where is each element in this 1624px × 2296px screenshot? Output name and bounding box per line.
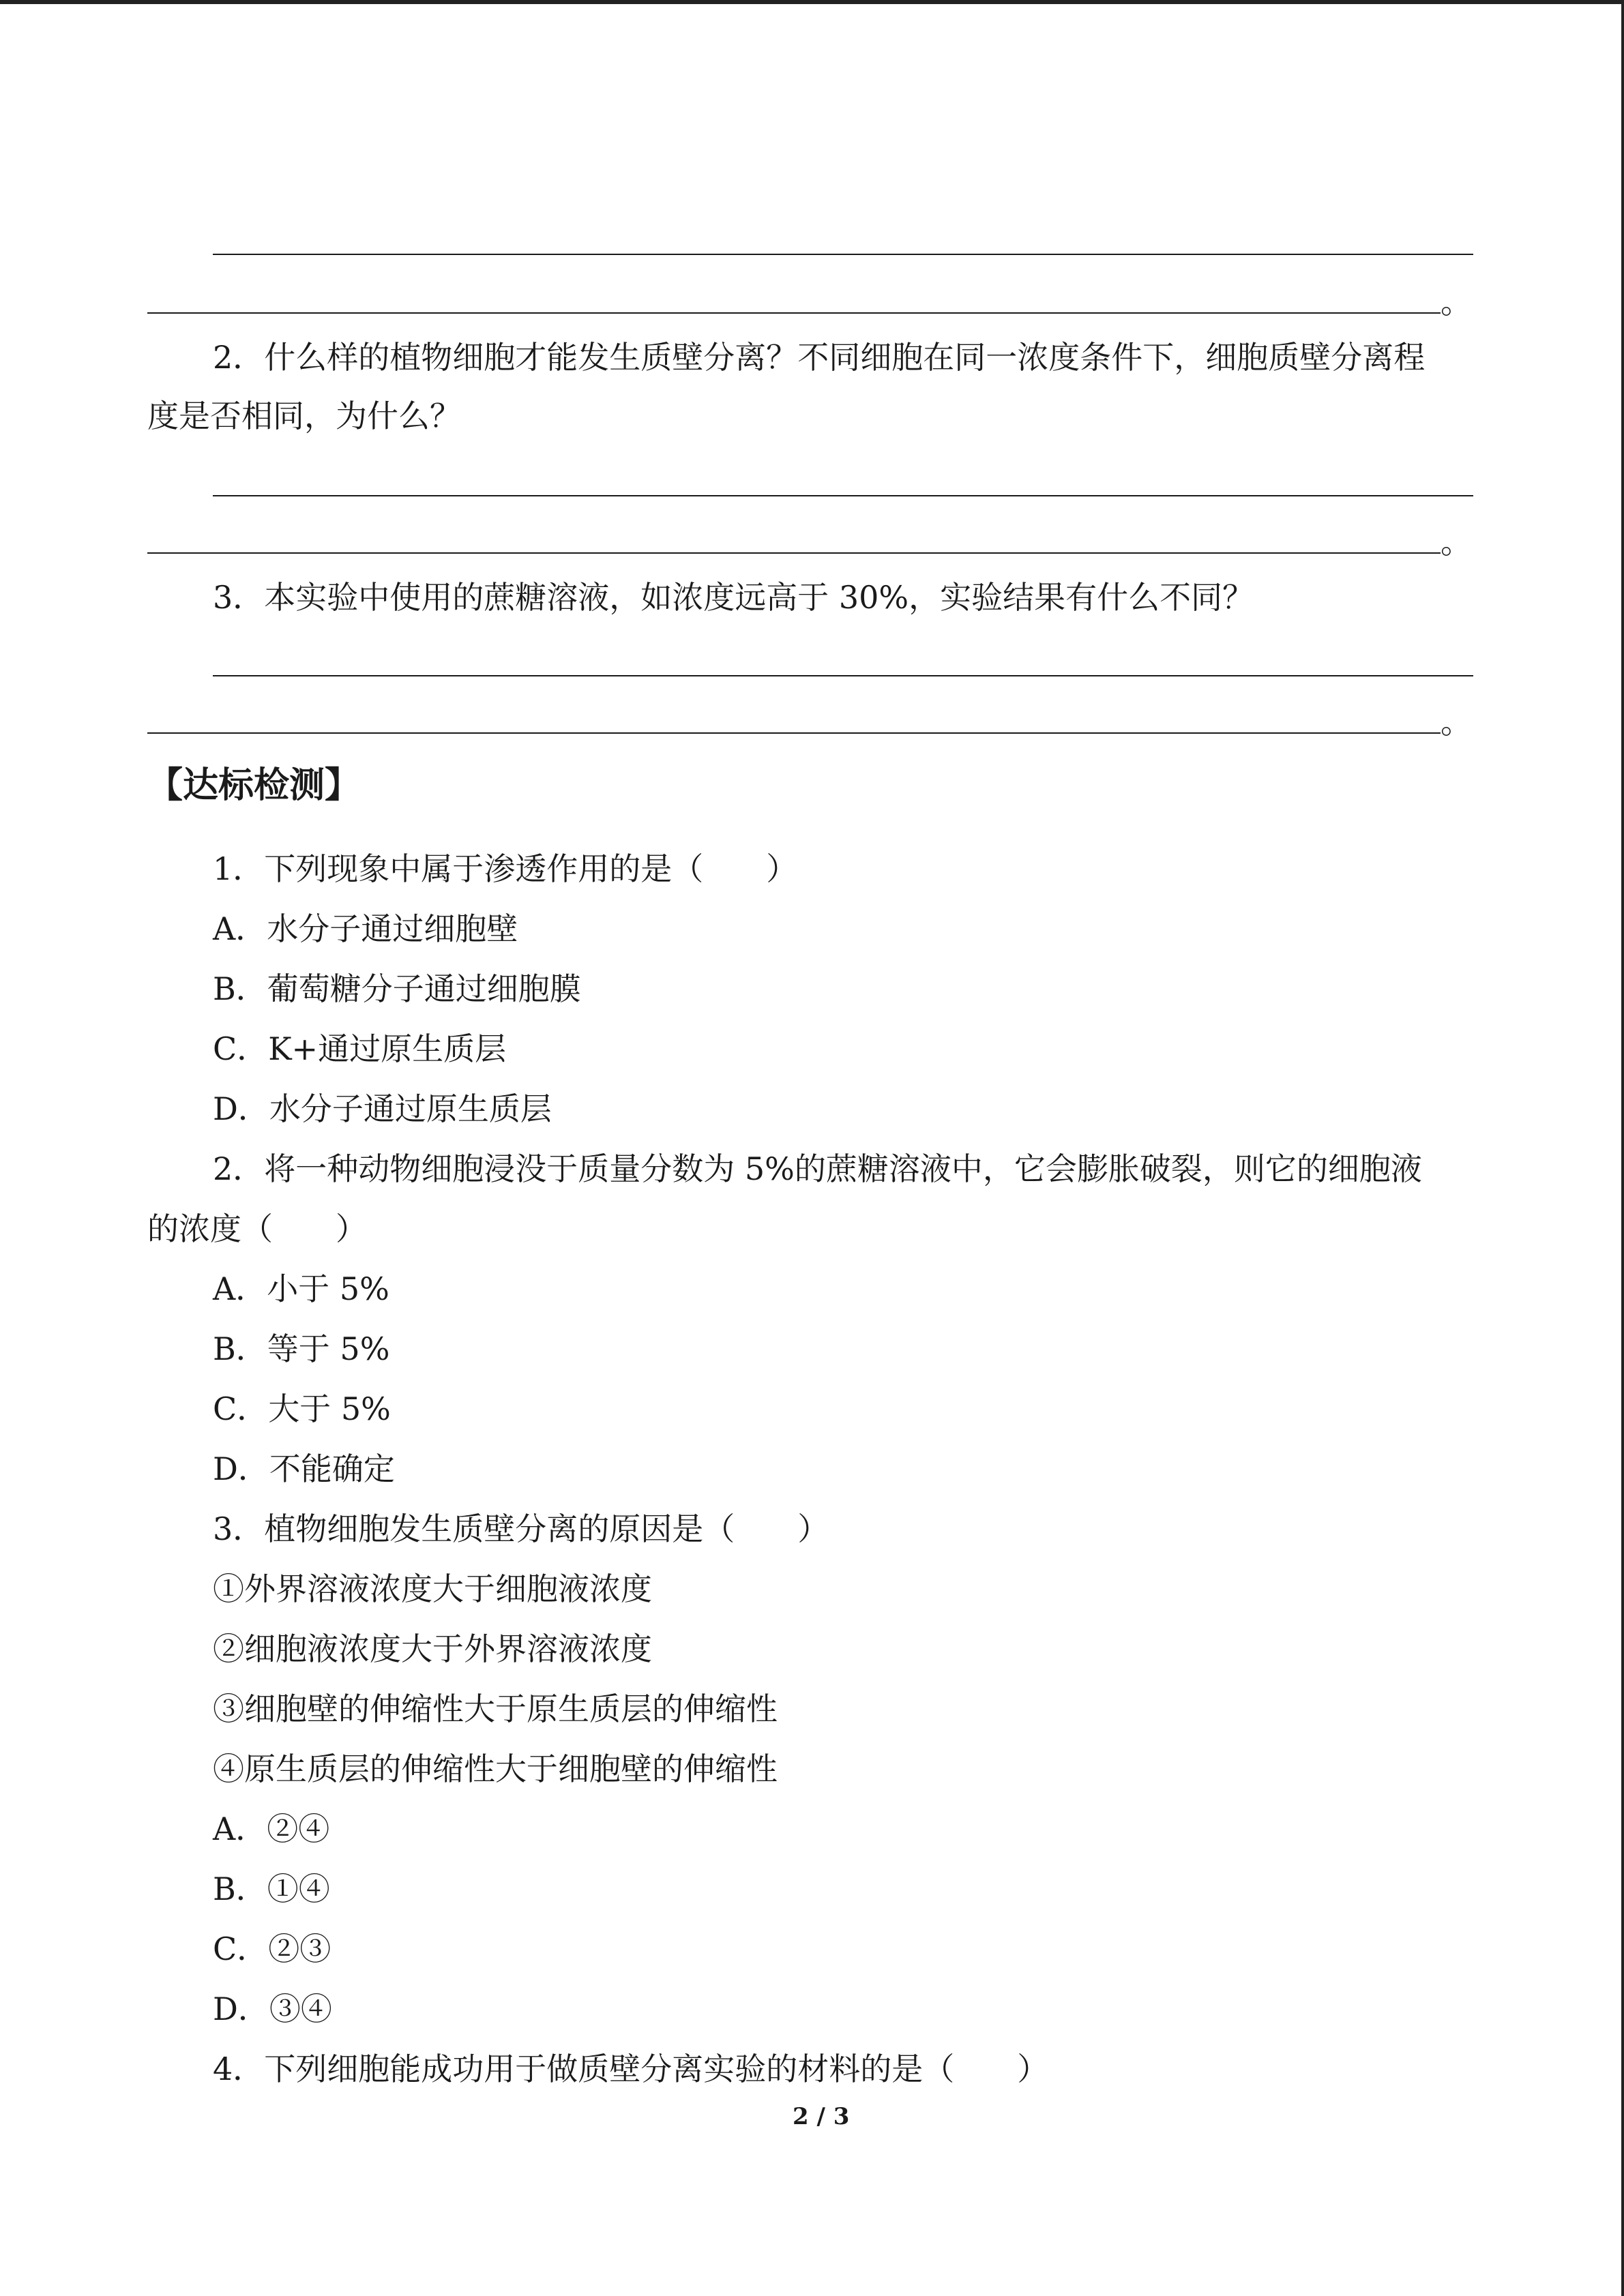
page-number: 2 / 3: [793, 2103, 850, 2130]
question-3-option-c: C．②③: [213, 1930, 331, 1967]
question-1-option-c: C．K+通过原生质层: [213, 1030, 507, 1067]
question-1-option-a: A．水分子通过细胞壁: [213, 910, 518, 947]
question-1-option-b: B．葡萄糖分子通过细胞膜: [213, 970, 581, 1007]
question-3-option-b: B．①④: [213, 1870, 330, 1907]
question-3-option-a: A．②④: [213, 1810, 330, 1847]
analysis-question-2-line2: 度是否相同，为什么？: [147, 398, 461, 434]
question-3-statement-2: ②细胞液浓度大于外界溶液浓度: [213, 1630, 652, 1667]
question-2-option-d: D．不能确定: [213, 1450, 395, 1487]
answer-line: [213, 495, 1473, 496]
analysis-question-3: 3．本实验中使用的蔗糖溶液，如浓度远高于 30%，实验结果有什么不同？: [213, 579, 1254, 616]
question-2-stem-line1: 2．将一种动物细胞浸没于质量分数为 5%的蔗糖溶液中，它会膨胀破裂，则它的细胞液: [213, 1150, 1422, 1187]
question-2-option-a: A．小于 5%: [213, 1270, 389, 1307]
answer-line-period: 。: [1441, 704, 1472, 741]
answer-line: [213, 254, 1473, 255]
answer-line-period: 。: [1441, 524, 1472, 561]
question-2-option-b: B．等于 5%: [213, 1330, 390, 1367]
question-1-stem: 1．下列现象中属于渗透作用的是（ ）: [213, 850, 798, 887]
question-2-option-c: C．大于 5%: [213, 1390, 391, 1427]
answer-line: [147, 552, 1441, 554]
answer-line: [213, 675, 1473, 676]
question-3-statement-4: ④原生质层的伸缩性大于细胞壁的伸缩性: [213, 1750, 778, 1787]
analysis-question-2-line1: 2．什么样的植物细胞才能发生质壁分离？不同细胞在同一浓度条件下，细胞质壁分离程: [213, 339, 1426, 376]
answer-line-period: 。: [1441, 284, 1472, 320]
question-1-option-d: D．水分子通过原生质层: [213, 1090, 552, 1127]
question-2-stem-line2: 的浓度（ ）: [147, 1210, 367, 1247]
page-top-border: [0, 0, 1624, 4]
answer-line: [147, 732, 1441, 734]
question-3-option-d: D．③④: [213, 1991, 332, 2027]
page-right-border: [1621, 0, 1624, 2296]
question-3-statement-3: ③细胞壁的伸缩性大于原生质层的伸缩性: [213, 1690, 778, 1727]
question-3-statement-1: ①外界溶液浓度大于细胞液浓度: [213, 1570, 652, 1607]
answer-line: [147, 312, 1441, 314]
question-3-stem: 3．植物细胞发生质壁分离的原因是（ ）: [213, 1510, 829, 1547]
question-4-stem: 4．下列细胞能成功用于做质壁分离实验的材料的是（ ）: [213, 2051, 1049, 2087]
section-title: 【达标检测】: [147, 765, 361, 806]
